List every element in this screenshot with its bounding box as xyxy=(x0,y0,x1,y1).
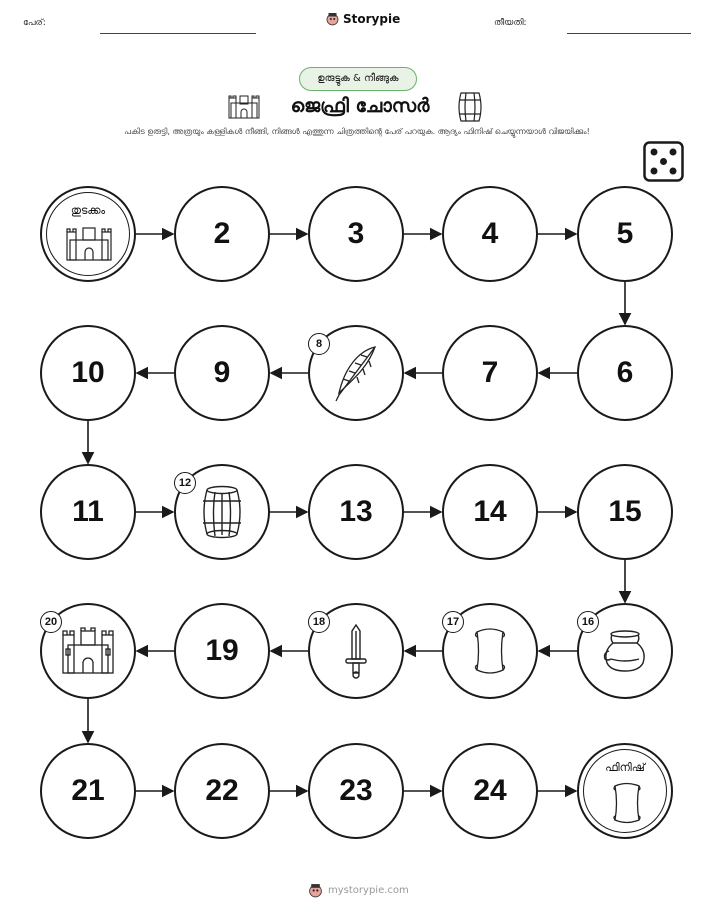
sword-icon xyxy=(344,623,368,679)
cell-number-badge: 18 xyxy=(308,611,330,633)
cell-number-badge: 20 xyxy=(40,611,62,633)
pot-icon xyxy=(601,629,649,673)
cell-number: 10 xyxy=(71,356,105,389)
brand-name: Storypie xyxy=(343,12,401,26)
board-cell-17 xyxy=(442,603,538,699)
storypie-mascot-icon xyxy=(308,883,323,898)
cell-number-badge: 17 xyxy=(442,611,464,633)
cell-number: 19 xyxy=(205,634,239,667)
finish-label: ഫിനിഷ് xyxy=(605,761,645,774)
cell-number-badge: 8 xyxy=(308,333,330,355)
cell-number: 2 xyxy=(213,217,231,250)
board-cell-3 xyxy=(308,186,404,282)
board-cell-23 xyxy=(308,743,404,839)
cell-number: 6 xyxy=(616,356,634,389)
board-cell-24 xyxy=(442,743,538,839)
scroll-icon xyxy=(473,626,507,676)
board-cell-7 xyxy=(442,325,538,421)
board-cell-21 xyxy=(40,743,136,839)
cell-number: 14 xyxy=(473,495,507,528)
board-cell-9 xyxy=(174,325,270,421)
board-cell-20 xyxy=(40,603,136,699)
board-cell-19 xyxy=(174,603,270,699)
cell-number: 15 xyxy=(608,495,642,528)
date-label: തീയതി: xyxy=(494,18,527,28)
board-cell-14 xyxy=(442,464,538,560)
castle-icon xyxy=(66,226,112,262)
page-title: ജെഫ്രി ചോസർ xyxy=(290,95,430,117)
cell-number: 11 xyxy=(72,495,104,528)
barrel-icon xyxy=(201,485,243,539)
board-cell-22 xyxy=(174,743,270,839)
scroll-icon xyxy=(612,781,642,825)
footer-site[interactable]: mystorypie.com xyxy=(328,885,409,896)
board-cell-8 xyxy=(308,325,404,421)
instructions: പകിട ഉരുട്ടി, അത്രയും കള്ളികൾ നീങ്ങി, നിങ്ങൾ എത്തുന്ന ചിത്രത്തിന്റെ പേര് പറയുക. ആദ്യം ഫിനിഷ് ചെയ്യുന്നയാൾ വിജയിക്കും! xyxy=(124,127,590,136)
cell-number: 13 xyxy=(339,495,373,528)
footer xyxy=(308,883,409,898)
cell-number-badge: 16 xyxy=(577,611,599,633)
board-cell-18 xyxy=(308,603,404,699)
cell-number: 7 xyxy=(481,356,499,389)
board-cell-finish xyxy=(577,743,673,839)
cell-number: 5 xyxy=(616,217,634,250)
start-label: തുടക്കം xyxy=(70,204,106,217)
board-cell-15 xyxy=(577,464,673,560)
quill-icon xyxy=(331,343,381,403)
board-cell-4 xyxy=(442,186,538,282)
board-cell-6 xyxy=(577,325,673,421)
board-cell-start xyxy=(40,186,136,282)
cell-number: 24 xyxy=(473,774,507,807)
castle-icon xyxy=(62,627,114,675)
cell-number: 3 xyxy=(347,217,365,250)
cell-number: 22 xyxy=(205,774,239,807)
board-cell-10 xyxy=(40,325,136,421)
cell-number: 4 xyxy=(481,217,499,250)
board-cell-11 xyxy=(40,464,136,560)
cell-number: 9 xyxy=(213,356,231,389)
board-cell-2 xyxy=(174,186,270,282)
name-label: പേര്: xyxy=(23,18,46,28)
game-type-badge: ഉരുട്ടുക & നീങ്ങുക xyxy=(299,67,417,91)
cell-number-badge: 12 xyxy=(174,472,196,494)
board-cell-16 xyxy=(577,603,673,699)
board-cell-12 xyxy=(174,464,270,560)
board-cell-13 xyxy=(308,464,404,560)
cell-number: 23 xyxy=(339,774,373,807)
board-cell-5 xyxy=(577,186,673,282)
cell-number: 21 xyxy=(71,774,105,807)
